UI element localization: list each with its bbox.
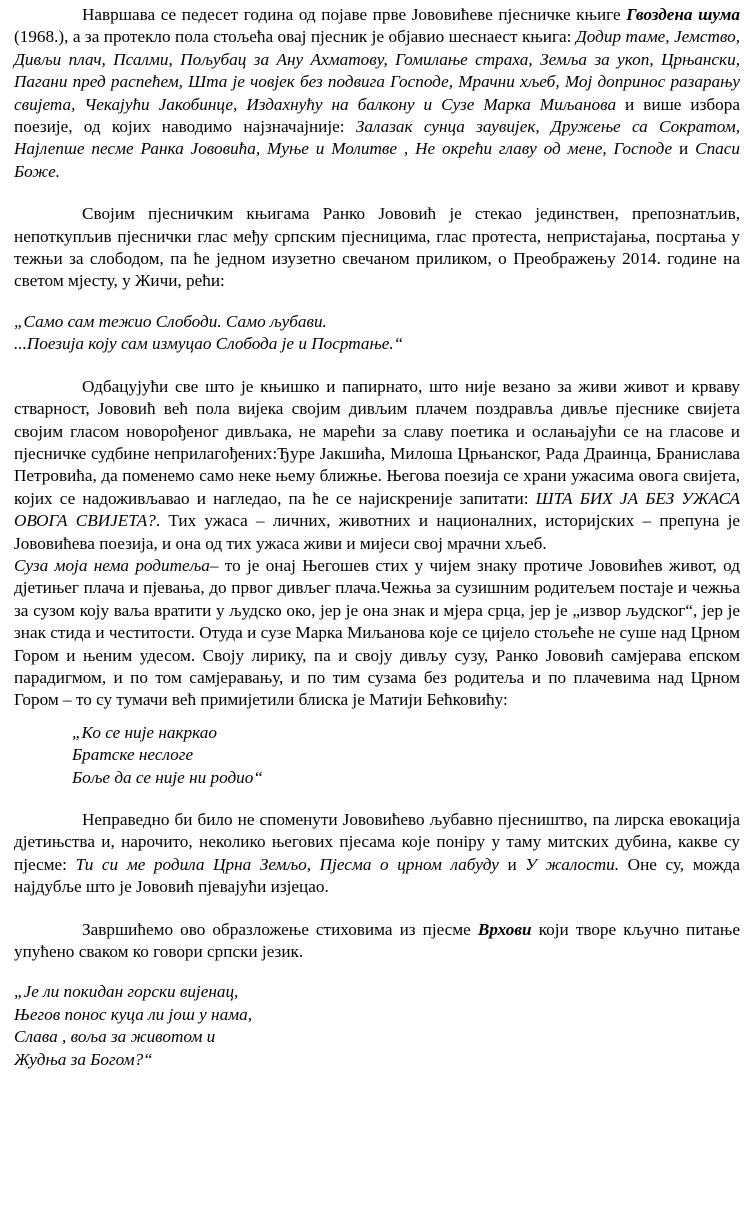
- njegos-verse: Суза моја нема родитеља: [14, 555, 210, 575]
- paragraph-love-poetry: [14, 809, 740, 899]
- quote-line: Слава , воља за животом и: [14, 1027, 216, 1047]
- poem-title-u-zalosti: У жалости.: [525, 854, 620, 874]
- quote-bećković: [14, 722, 740, 789]
- quote-line: „Само сам тежио Слободи. Само љубави.: [14, 311, 327, 331]
- text-span: Одбацујући све што је књишко и папирнато, што није везано за живи живот и крваву стварност, Јововић већ пола вијека својим дивљим плачем поздравља дивље пјеснике свијета својим гласом новорођеног дивљака, не марећи за славу поетика и ослањајући се на гласове и пјесничке судбине неприлагођених:Ђуре Јакшића, Милоша Црњанског, Рада Драинца, Бранислава Петровића, да поменемо само неке њему ближње. Његова поезија се храни ужасима овога свијета, којих се надоживљавао и нагледао, па ће се најискреније запитати:: [14, 376, 740, 508]
- quote-zica: [14, 311, 740, 356]
- paragraph-voice: Својим пјесничким књигама Ранко Јововић је стекао јединствен, препознатљив, непоткупљив пјеснички глас међу српским пјесницима, глас протеста, непристајања, посртања у тежњи за слободом, па ће једном изузетно свечаном приликом, о Преображењу 2014. године на светом мјесту, у Жичи, рећи:: [14, 204, 740, 291]
- emphasis-question: ШТА БИХ ЈА БЕЗ УЖАСА ОВОГА СВИЈЕТА?: [14, 488, 740, 531]
- text-span: Навршава се педесет година од појаве прве Јововићеве пјесничке књиге: [82, 5, 627, 24]
- text-span: – то је онај Његошев стих у чијем знаку протиче Јововићев живот, од дјетињег плача и пјевања, до првог дивљег плача.Чежња за сузишним родитељем постаје и чежња за сузом коју ваља вратити у људско око, јер је она знак и мјера срца, јер је „извор људског“, јер је знак стида и честитости. Отуда и сузе Марка Миљанова које се цијело стољеће не суше над Црном Гором и њеним удесом. Своју лирику, па и своју дивљу сузу, Ранко Јововић самјерава епском парадигмом, и по том самјеравању, и по тим сузама без родитеља и по плачевима над Црном Гором – то су тумачи већ примијетили блиска је Матији Бећковићу:: [14, 555, 740, 710]
- quote-line: Братске неслоге: [72, 745, 194, 765]
- quote-line: „Ко се није накркао: [72, 722, 217, 742]
- paragraph-tear: [14, 555, 740, 712]
- book-title-gvozdena-suma: Гвоздена шума: [626, 5, 740, 24]
- book-list: Додир таме, Јемство, Дивљи плач, Псалми, Пољубац за Ану Ахматову, Гомилање страха, Земља за укоп, Црњански, Пагани пред распећем, Шта је човјек без подвига Господе, Мрачни хљеб, Мој допринос разарању свијета, Чекајући Јакобинце, Издахнућу на балкону и Сузе Марка Миљанова: [14, 27, 740, 114]
- text-span: (1968.), а за протекло пола стољећа овај пјесник је објавио шеснаест књига:: [14, 27, 576, 47]
- paragraph-horrors: [14, 376, 740, 555]
- quote-vrhovi: [14, 981, 740, 1071]
- quote-line: Његов понос куца ли још у нама,: [14, 1004, 253, 1024]
- text-span: . Тих ужаса – личних, животних и националних, историјских – препуна је Јововићева поезија, и она од тих ужаса живи и мијеси свој мрачни хљеб.: [14, 511, 741, 553]
- book-title-spasi-boze: Спаси Боже.: [14, 139, 740, 181]
- text-span: и: [498, 854, 526, 874]
- text-span: и више избора поезије, од којих наводимо најзначајније:: [14, 94, 740, 137]
- poem-title-vrhovi: Врхови: [477, 919, 532, 939]
- text-span: Оне су, можда најдубље што је Јововић пјевајући изјецао.: [14, 854, 740, 897]
- quote-line: „Је ли покидан горски вијенац,: [14, 982, 239, 1002]
- selection-list: Залазак сунца заувијек, Дружење са Сократом, Најлепше песме Ранка Јововића, Муње и Молитве , Не окрећи главу од мене, Господе: [14, 117, 741, 159]
- paragraph-closing: [14, 919, 740, 964]
- quote-line: Жудња за Богом?“: [14, 1049, 153, 1069]
- text-span: који творе кључно питање упућено сваком ко говори српски језик.: [14, 919, 740, 962]
- poem-titles: Ти си ме родила Црна Земљо, Пјесма о црном лабуду: [75, 854, 499, 874]
- quote-line: ...Поезија коју сам измуцао Слобода је и Посртање.“: [14, 334, 404, 354]
- text-span: и: [672, 139, 696, 159]
- paragraph-intro: [14, 4, 740, 183]
- quote-line: Боље да се није ни родио“: [72, 767, 263, 787]
- text-span: Неправедно би било не споменути Јововићево љубавно пјесништво, па лирска евокација дјетињства и, нарочито, неколико његових пјесама које понiру у таму митских дубина, какве су пјесме:: [14, 810, 740, 874]
- text-span: Завршићемо ово образложење стиховима из пјесме: [82, 919, 478, 939]
